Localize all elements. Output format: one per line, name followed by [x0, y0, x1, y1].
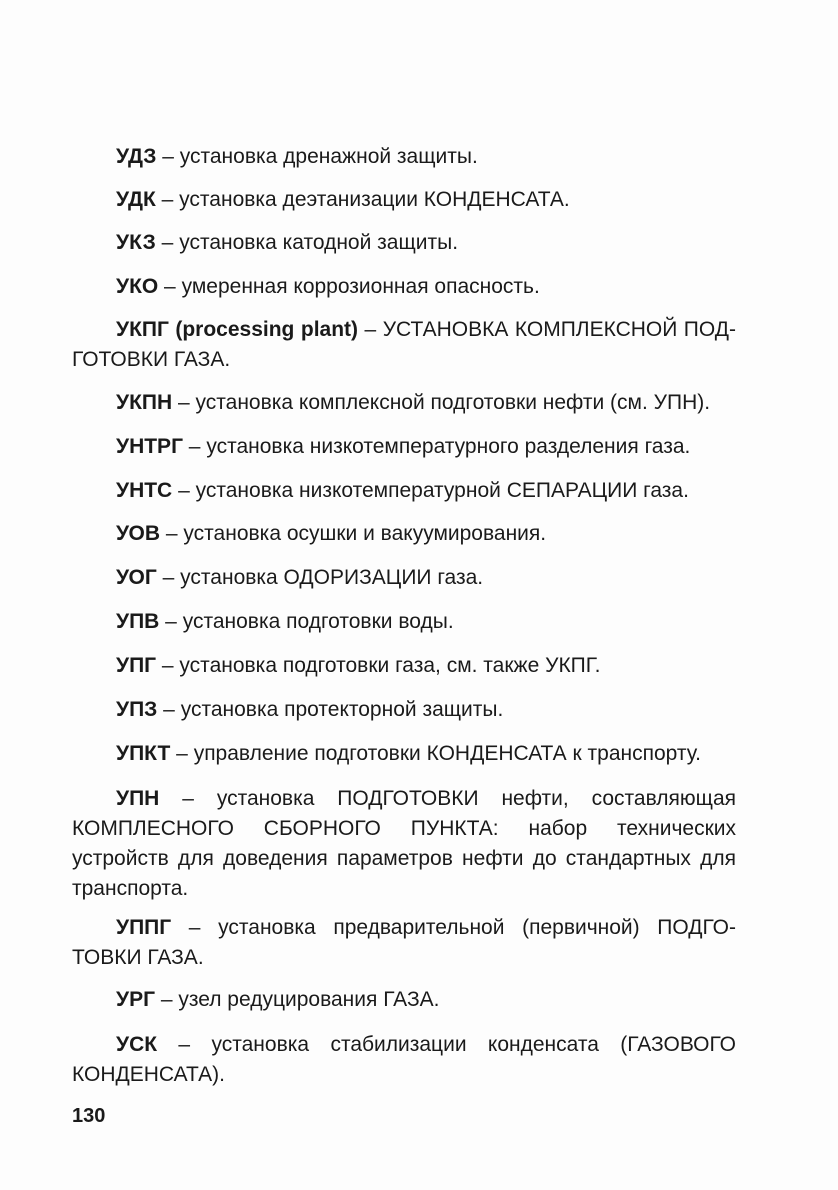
entry-definition: установка стабилизации конденсата (ГАЗОВОГО КОНДЕНСАТА). [72, 1033, 736, 1086]
entry-separator: – [172, 391, 196, 414]
entry-definition: установка дренажной защиты. [179, 145, 478, 168]
entry-definition: установка низкотемпературной СЕПАРАЦИИ газа. [195, 479, 689, 502]
entry-separator: – [159, 787, 217, 810]
entry-separator: – [155, 231, 180, 254]
glossary-entry-ukz [72, 228, 736, 258]
entry-separator: – [170, 742, 194, 765]
glossary-entry-udz [72, 142, 736, 172]
entry-definition: УСТАНОВКА КОМПЛЕКСНОЙ ПОДГОТОВКИ ГАЗА. [72, 318, 736, 371]
entry-term: УКО [116, 275, 159, 298]
entry-definition: установка деэтанизации КОНДЕНСАТА. [179, 188, 570, 211]
entry-separator: – [157, 698, 181, 721]
entry-separator: – [156, 566, 181, 589]
glossary-entry-uov [72, 519, 736, 549]
entry-separator: – [155, 188, 180, 211]
entry-definition: установка осушки и вакуумирования. [183, 522, 547, 545]
entry-term: УОГ [116, 566, 157, 589]
entry-term: УПН [116, 787, 160, 810]
entry-term: УНТРГ [116, 435, 183, 458]
entry-separator: – [159, 610, 183, 633]
entry-separator: – [156, 145, 180, 168]
glossary-entry-udk [72, 185, 736, 215]
entry-separator: – [156, 654, 180, 677]
glossary-entry-uppg [72, 913, 736, 973]
glossary-entry-upn [72, 784, 736, 904]
page-number: 130 [72, 1105, 106, 1127]
glossary-entry-upv [72, 607, 736, 637]
entry-definition: установка подготовки воды. [182, 610, 454, 633]
entry-term: УПВ [116, 610, 160, 633]
glossary-entry-ukpg [72, 315, 736, 375]
entry-term: УСК [116, 1033, 158, 1056]
glossary-entry-uko [72, 272, 736, 302]
entry-term: УКПН [116, 391, 173, 414]
entry-definition: управление подготовки КОНДЕНСАТА к транспорту. [193, 742, 701, 765]
entry-definition: установка ПОДГОТОВКИ нефти, составляющая КОМПЛЕСНОГО СБОРНОГО ПУНКТА: набор технических устройств для доведения параметров нефти до стандартных для транспорта. [72, 787, 736, 900]
entry-separator: – [171, 916, 219, 939]
entry-term: УРГ [116, 988, 155, 1011]
entry-definition: узел редуцирования ГАЗА. [178, 988, 440, 1011]
entry-term: УПГ [116, 654, 157, 677]
entry-separator: – [160, 522, 184, 545]
entry-term: УПКТ [116, 742, 171, 765]
entry-definition: установка предварительной (первичной) ПОДГОТОВКИ ГАЗА. [72, 916, 736, 969]
entry-term: УПЗ [116, 698, 158, 721]
glossary-entry-unts [72, 476, 736, 506]
entry-term: УППГ [116, 916, 172, 939]
glossary-entry-upkt [72, 739, 736, 769]
entry-definition: установка низкотемпературного разделения газа. [206, 435, 691, 458]
entry-term: УДЗ [116, 145, 157, 168]
glossary-entry-upg [72, 651, 736, 681]
entry-separator: – [358, 318, 383, 341]
entry-separator: – [182, 435, 207, 458]
entry-definition: установка ОДОРИЗАЦИИ газа. [180, 566, 484, 589]
glossary-entry-ukpn [72, 388, 736, 418]
entry-separator: – [158, 275, 182, 298]
entry-definition: умеренная коррозионная опасность. [181, 275, 540, 298]
entry-separator: – [172, 479, 196, 502]
entry-definition: установка комплексной подготовки нефти (см. УПН). [195, 391, 711, 414]
glossary-entry-usk [72, 1030, 736, 1090]
entry-separator: – [157, 1033, 212, 1056]
entry-definition: установка подготовки газа, см. также УКПГ. [179, 654, 601, 677]
entry-term: УКПГ (processing plant) [116, 318, 359, 341]
entry-term: УДК [116, 188, 156, 211]
entry-separator: – [154, 988, 179, 1011]
glossary-entry-uog [72, 563, 736, 593]
glossary-entry-urg [72, 985, 736, 1015]
entry-term: УОВ [116, 522, 161, 545]
entry-definition: установка катодной защиты. [179, 231, 459, 254]
glossary-entry-upz [72, 695, 736, 725]
entry-term: УНТС [116, 479, 173, 502]
entry-term: УКЗ [116, 231, 156, 254]
entry-definition: установка протекторной защиты. [180, 698, 504, 721]
glossary-entry-untrg [72, 432, 736, 462]
